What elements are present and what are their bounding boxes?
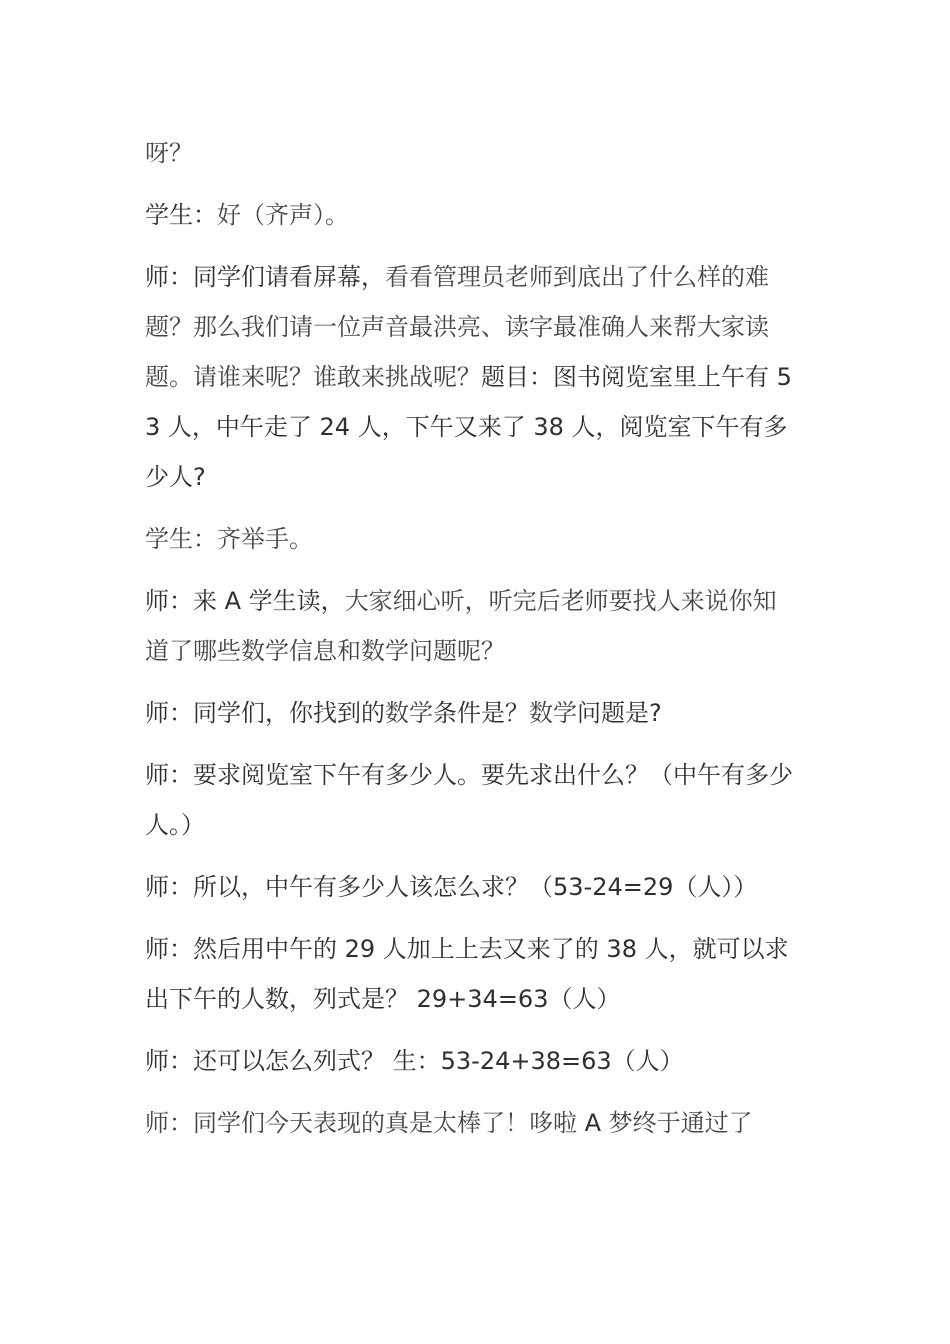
text-run: 师： xyxy=(145,1109,193,1137)
paragraph-11 xyxy=(145,1098,795,1148)
paragraph-3 xyxy=(145,252,795,502)
text-run: 看看管理员老师到底出了什么样的难题？那么我们请一位声音最洪亮、读字最准确人来帮大家读题。请谁来呢？谁敢来挑战呢？ xyxy=(145,263,769,391)
text-run: 师：同学们请看屏幕， xyxy=(145,263,385,291)
paragraph-5 xyxy=(145,576,795,676)
document-body xyxy=(145,128,795,1160)
text-run: 师：还可以怎么列式？ 生：53-24+38=63（人） xyxy=(145,1047,684,1075)
text-run: 呀？ xyxy=(145,139,193,167)
paragraph-4 xyxy=(145,514,795,564)
paragraph-6 xyxy=(145,688,795,738)
text-run: 师：所以，中午有多少人该怎么求？（53-24=29（人）） xyxy=(145,873,758,901)
text-run: 条件是？ xyxy=(433,699,529,727)
text-run: 大家细心听，听完后老师要找人来说你知道了哪些数学信息和数学问题呢？ xyxy=(145,587,777,665)
text-run: 问题是? xyxy=(577,699,662,727)
paragraph-2 xyxy=(145,190,795,240)
paragraph-8 xyxy=(145,862,795,912)
text-run: 好（齐声）。 xyxy=(217,201,349,229)
text-run: A xyxy=(577,1109,609,1137)
text-run: 数学 xyxy=(529,699,577,727)
paragraph-10 xyxy=(145,1036,795,1086)
paragraph-7 xyxy=(145,750,795,850)
text-run: 师：然后用中午的 29 人加上上去又来了的 38 人，就可以求出下午的人数，列式是？ 29+34=63（人） xyxy=(145,935,789,1013)
text-run: 师：要求阅览室下午有多少人。要先求出什么？（中午有多少人。） xyxy=(145,761,793,839)
text-run: 师：来 A 学生读， xyxy=(145,587,345,615)
speaker-label: 学生： xyxy=(145,201,217,229)
text-run: 学生：齐举手。 xyxy=(145,525,313,553)
paragraph-1 xyxy=(145,128,795,178)
problem-text: 题目：图书阅览室里上午有 53 人，中午走了 24 人，下午又来了 38 人，阅览室下午有多少人? xyxy=(145,363,792,491)
text-run: 师：同学们，你找到的 xyxy=(145,699,385,727)
paragraph-9 xyxy=(145,924,795,1024)
text-run: 同学们今天表现的真是太棒了！哆啦 xyxy=(193,1109,577,1137)
text-run: 梦终于通过了 xyxy=(608,1109,753,1137)
text-run: 数学 xyxy=(385,699,433,727)
